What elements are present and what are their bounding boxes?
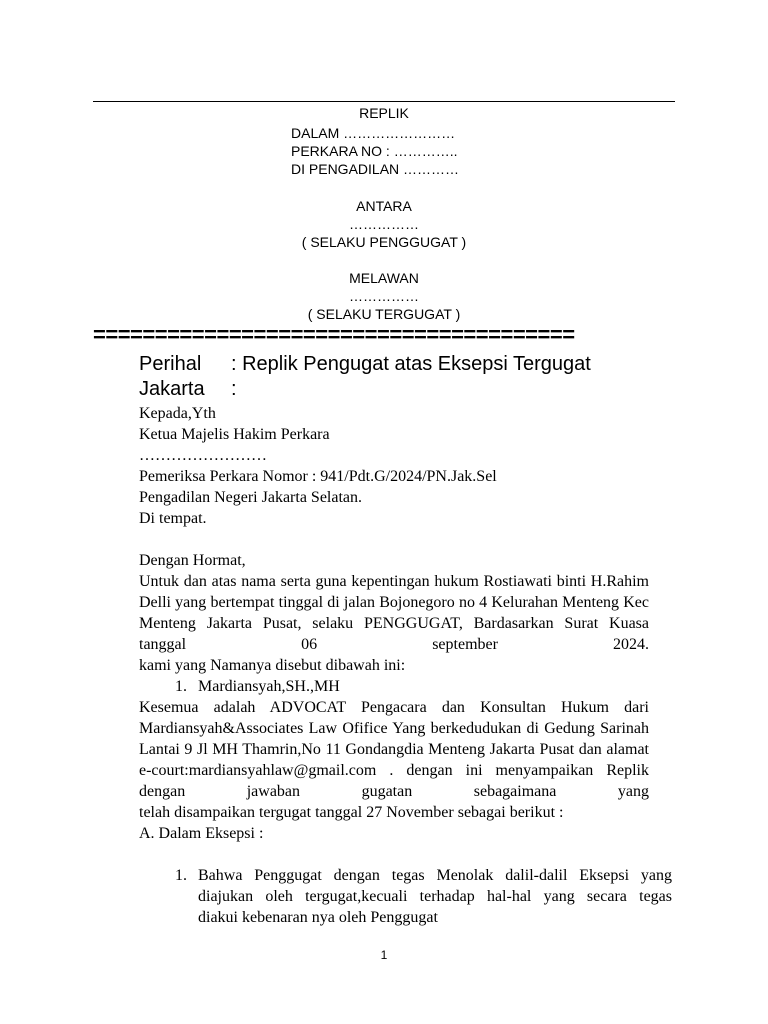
party2-role: ( SELAKU TERGUGAT )	[307, 306, 461, 322]
section-a-heading: A. Dalam Eksepsi :	[139, 825, 264, 842]
melawan-label: MELAWAN	[349, 270, 419, 286]
greeting: Dengan Hormat,	[139, 552, 246, 569]
party2-dots: ……………	[349, 288, 419, 304]
intro-paragraph: Untuk dan atas nama serta guna kepentingan hukum Rostiawati binti H.Rahim Delli yang bertempat tinggal di jalan Bojonegoro no 4 Kelurahan Menteng Kec Menteng Jakarta Pusat, selaku PENGGUGAT, Bardasarkan Surat Kuasa tanggal 06 september 2024.	[139, 573, 649, 653]
lawyer-list-number: 1.	[175, 678, 187, 695]
city-label: Jakarta	[139, 378, 205, 400]
point1-text: Bahwa Penggugat dengan tegas Menolak dalil-dalil Eksepsi yang diajukan oleh tergugat,kecuali terhadap hal-hal yang secara tegas	[198, 867, 672, 905]
doc-title: REPLIK	[359, 105, 409, 121]
lawyer-name: Mardiansyah,SH.,MH	[198, 678, 340, 695]
addressee-dots: ……………………	[139, 447, 267, 464]
perihal-row	[139, 352, 591, 376]
point1-last-line: diakui kebenaran nya oleh Penggugat	[198, 909, 438, 926]
perkara-no-line: PERKARA NO : …………..	[291, 143, 458, 159]
page-number: 1	[380, 948, 388, 962]
advocat-last-line: telah disampaikan tergugat tanggal 27 November sebagai berikut :	[139, 804, 564, 821]
separator-line: =======================================	[93, 322, 575, 347]
intro-last-line: kami yang Namanya disebut dibawah ini:	[139, 657, 406, 674]
pengadilan-line: DI PENGADILAN …………	[291, 161, 460, 177]
pemeriksa-line: Pemeriksa Perkara Nomor : 941/Pdt.G/2024/PN.Jak.Sel	[139, 468, 497, 485]
pengadilan-negeri-line: Pengadilan Negeri Jakarta Selatan.	[139, 489, 363, 506]
antara-label: ANTARA	[356, 198, 412, 214]
party1-dots: ……………	[349, 216, 419, 232]
perihal-value: : Replik Pengugat atas Eksepsi Tergugat	[231, 353, 591, 375]
advocat-paragraph: Kesemua adalah ADVOCAT Pengacara dan Konsultan Hukum dari Mardiansyah&Associates Law Ofifice Yang berkedudukan di Gedung Sarinah Lantai 9 Jl MH Thamrin,No 11 Gondangdia Menteng Jakarta Pusat dan alamat e-court:mardiansyahlaw@gmail.com . dengan ini menyampaikan Replik dengan jawaban gugatan sebagaimana yang	[139, 699, 649, 800]
party1-role: ( SELAKU PENGGUGAT )	[301, 234, 467, 250]
perihal-label: Perihal	[139, 353, 202, 375]
city-row	[139, 377, 237, 401]
header-rule	[93, 101, 675, 102]
kepada-line: Kepada,Yth	[139, 405, 216, 422]
point1-number: 1.	[175, 867, 187, 884]
dalam-line: DALAM ……………………	[291, 125, 456, 141]
tempat-line: Di tempat.	[139, 510, 207, 527]
ketua-line: Ketua Majelis Hakim Perkara	[139, 426, 330, 443]
city-value: :	[231, 378, 237, 400]
